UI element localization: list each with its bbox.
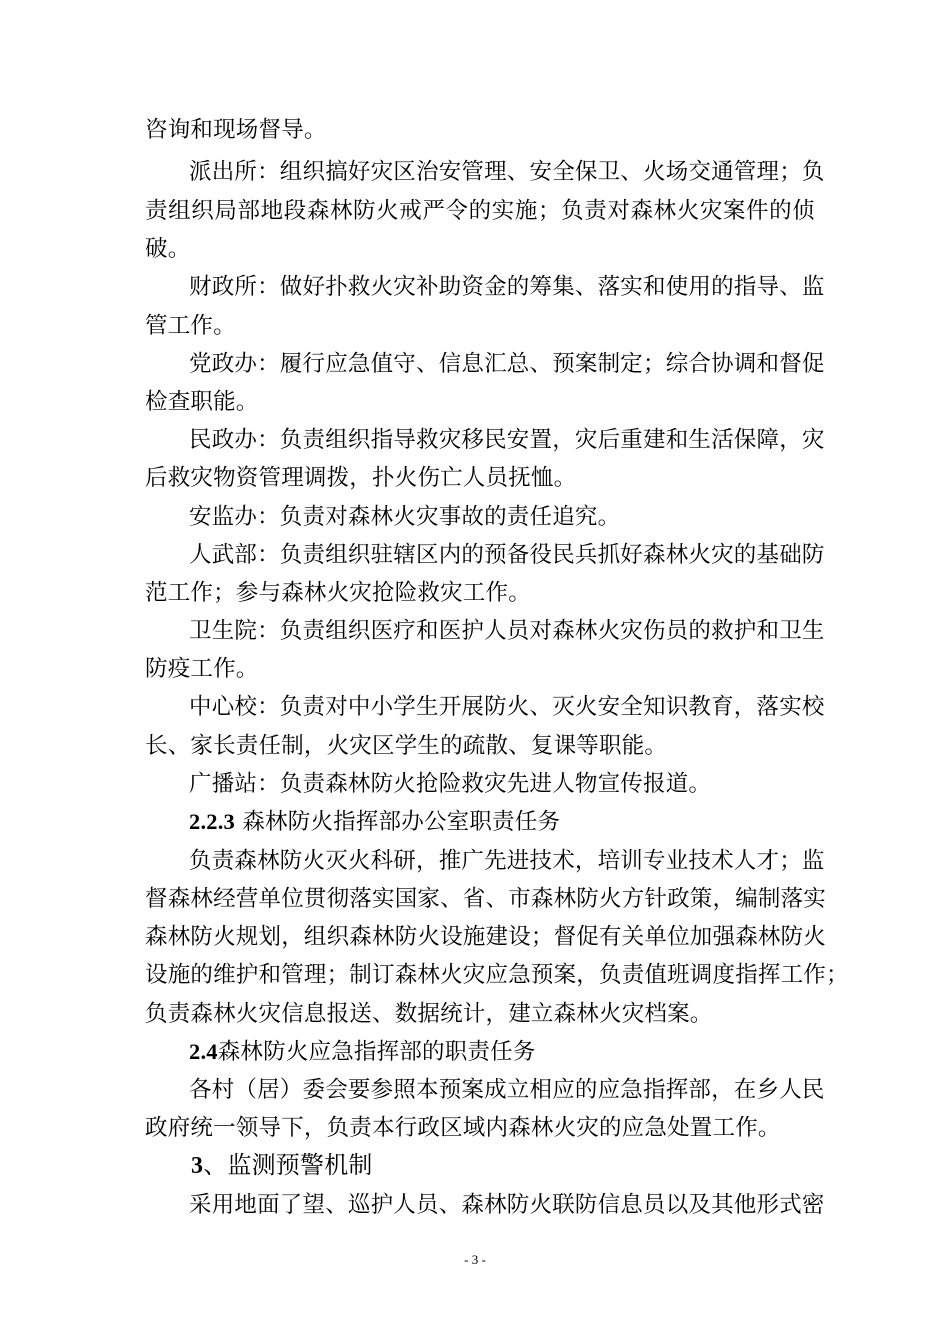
text-line: 派出所：组织搞好灾区治安管理、安全保卫、火场交通管理；负 — [189, 159, 825, 185]
text-line: 财政所：做好扑救火灾补助资金的筹集、落实和使用的指导、监 — [189, 274, 825, 300]
text-line: 破。 — [145, 236, 191, 262]
text-line: 督森林经营单位贯彻落实国家、省、市森林防火方针政策，编制落实 — [145, 886, 827, 912]
text-line: 负责森林防火灭火科研，推广先进技术，培训专业技术人才；监 — [189, 848, 825, 874]
section-heading-2-2-3 — [189, 807, 815, 837]
heading-text: 森林防火指挥部办公室职责任务 — [242, 809, 561, 835]
text-line: 设施的维护和管理；制订森林火灾应急预案，负责值班调度指挥工作； — [145, 962, 849, 988]
text-line: 中心校：负责对中小学生开展防火、灭火安全知识教育，落实校 — [189, 694, 825, 720]
heading-text: 、监测预警机制 — [203, 1151, 373, 1179]
text-line: 检查职能。 — [145, 389, 259, 415]
text-line: 采用地面了望、巡护人员、森林防火联防信息员以及其他形式密 — [189, 1192, 825, 1218]
heading-number: 2.2.3 — [189, 809, 235, 834]
text-line: 管工作。 — [145, 313, 236, 339]
heading-number: 2.4 — [189, 1039, 218, 1064]
text-line: 人武部：负责组织驻辖区内的预备役民兵抓好森林火灾的基础防 — [189, 542, 825, 568]
text-line: 防疫工作。 — [145, 656, 259, 682]
text-line: 安监办：负责对森林火灾事故的责任追究。 — [189, 504, 621, 530]
text-line: 森林防火规划，组织森林防火设施建设；督促有关单位加强森林防火 — [145, 924, 827, 950]
text-line: 政府统一领导下，负责本行政区域内森林火灾的应急处置工作。 — [145, 1115, 781, 1141]
text-line: 各村（居）委会要参照本预案成立相应的应急指挥部，在乡人民 — [189, 1077, 825, 1103]
text-line: 广播站：负责森林防火抢险救灾先进人物宣传报道。 — [189, 771, 712, 797]
text-line: 负责森林火灾信息报送、数据统计，建立森林火灾档案。 — [145, 1001, 713, 1027]
page-number: - 3 - — [464, 1252, 486, 1267]
text-line: 卫生院：负责组织医疗和医护人员对森林火灾伤员的救护和卫生 — [189, 618, 825, 644]
text-line: 咨询和现场督导。 — [145, 117, 327, 143]
heading-number: 3 — [191, 1153, 204, 1179]
text-line: 民政办：负责组织指导救灾移民安置，灾后重建和生活保障，灾 — [189, 427, 825, 453]
text-line: 责组织局部地段森林防火戒严令的实施；负责对森林火灾案件的侦 — [145, 198, 815, 224]
heading-text: 森林防火应急指挥部的职责任务 — [217, 1039, 536, 1065]
section-heading-3 — [191, 1150, 861, 1181]
text-line: 范工作；参与森林火灾抢险救灾工作。 — [145, 580, 531, 606]
text-line: 长、家长责任制，火灾区学生的疏散、复课等职能。 — [145, 733, 668, 759]
text-line: 党政办：履行应急值守、信息汇总、预案制定；综合协调和督促 — [189, 351, 825, 377]
section-heading-2-4 — [189, 1037, 815, 1067]
text-line: 后救灾物资管理调拨，扑火伤亡人员抚恤。 — [145, 465, 577, 491]
